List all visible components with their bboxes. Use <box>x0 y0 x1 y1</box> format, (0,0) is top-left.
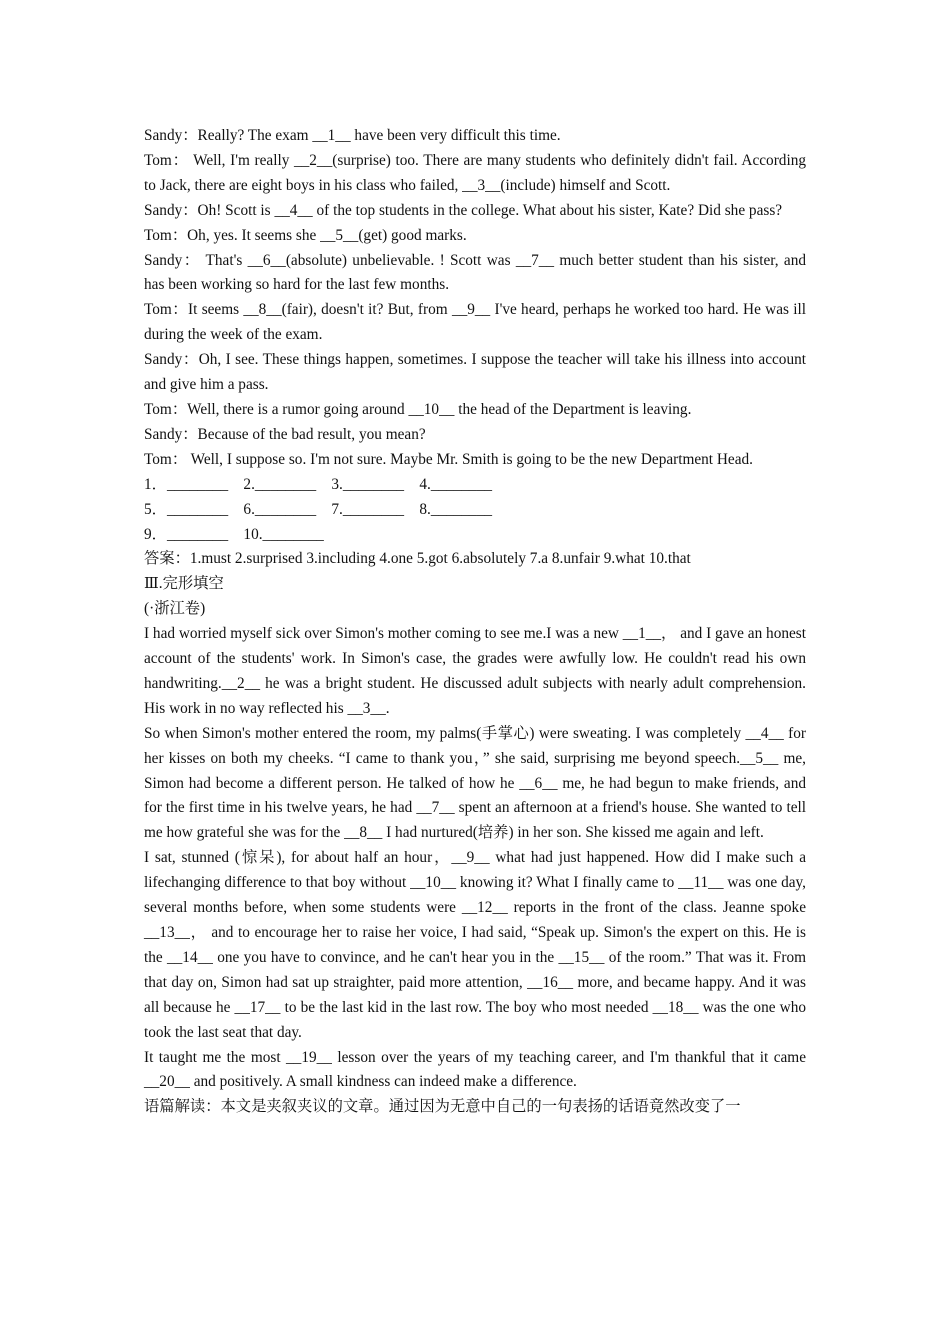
dialogue-line: Sandy：Oh, I see. These things happen, sometimes. I suppose the teacher will take his illness into account and give him a pass. <box>144 351 806 394</box>
section-heading: Ⅲ.完形填空 <box>144 575 224 593</box>
dialogue-line: Sandy： That's __6__(absolute) unbelievable. ! Scott was __7__ much better student than his sister, and has been working so hard for the last few months. <box>144 251 806 294</box>
passage-paragraph: I had worried myself sick over Simon's mother coming to see me.I was a new __1__， and I gave an honest account of the students' work. In Simon's case, the grades were awfully low. He couldn't read his own handwriting.__2__ he was a bright student. He discussed adult subjects with nearly adult comprehension. His work in no way reflected his __3__. <box>144 625 806 717</box>
dialogue-line: Tom： Well, I'm really __2__(surprise) too. There are many students who definitely didn't fail. According to Jack, there are eight boys in his class who failed, __3__(include) himself and Scott. <box>144 151 806 194</box>
dialogue-line: Tom：It seems __8__(fair), doesn't it? But, from __9__ I've heard, perhaps he worked too hard. He was ill during the week of the exam. <box>144 301 806 344</box>
dialogue-line: Tom：Well, there is a rumor going around __10__ the head of the Department is leaving. <box>144 400 692 418</box>
answer-key: 答案：1.must 2.surprised 3.including 4.one 5.got 6.absolutely 7.a 8.unfair 9.what 10.that <box>144 550 691 568</box>
dialogue-line: Tom：Oh, yes. It seems she __5__(get) good marks. <box>144 226 467 244</box>
blank-row: 9．________ 10.________ <box>144 525 324 543</box>
passage-paragraph: I sat, stunned (惊呆), for about half an hour，__9__ what had just happened. How did I make such a lifechanging difference to that boy without __10__ knowing it? What I finally came to __11__ was one day, several months before, when some students were __12__ reports in the front of the class. Jeanne spoke __13__， and to encourage her to raise her voice, I had said, “Speak up. Simon's the expert on this. He is the __14__ one you have to convince, and he can't hear you in the __15__ of the room.” That was it. From that day on, Simon had sat up straighter, paid more attention, __16__ more, and became happy. And it was all because he __17__ to be the last kid in the last row. The boy who most needed __18__ was the one who took the last seat that day. <box>144 849 806 1041</box>
passage-analysis: 语篇解读：本文是夹叙夹议的文章。通过因为无意中自己的一句表扬的话语竟然改变了一 <box>144 1098 741 1116</box>
dialogue-line: Sandy：Because of the bad result, you mean? <box>144 425 426 443</box>
dialogue-line: Tom： Well, I suppose so. I'm not sure. Maybe Mr. Smith is going to be the new Department Head. <box>144 450 753 468</box>
dialogue-line: Sandy：Really? The exam __1__ have been very difficult this time. <box>144 127 561 144</box>
passage-paragraph: So when Simon's mother entered the room, my palms(手掌心) were sweating. I was completely __4__ for her kisses on both my cheeks. “I came to thank you，” she said, surprising me beyond speech.__5__ me, Simon had become a different person. He talked of how he __6__ me, he had begun to make friends, and for the first time in his twelve years, he had __7__ spent an afternoon at a friend's house. She wanted to tell me how grateful she was for the __8__ I had nurtured(培养) in her son. She kissed me again and left. <box>144 724 806 842</box>
dialogue-line: Sandy：Oh! Scott is __4__ of the top students in the college. What about his sister, Kate? Did she pass? <box>144 201 783 219</box>
blank-row: 5．________ 6.________ 7.________ 8.________ <box>144 500 493 518</box>
passage-paragraph: It taught me the most __19__ lesson over the years of my teaching career, and I'm thankful that it came __20__ and positively. A small kindness can indeed make a difference. <box>144 1048 806 1091</box>
blank-row: 1．________ 2.________ 3.________ 4.________ <box>144 475 493 493</box>
document-page <box>144 124 806 1120</box>
source-note: (·浙江卷) <box>144 600 206 618</box>
